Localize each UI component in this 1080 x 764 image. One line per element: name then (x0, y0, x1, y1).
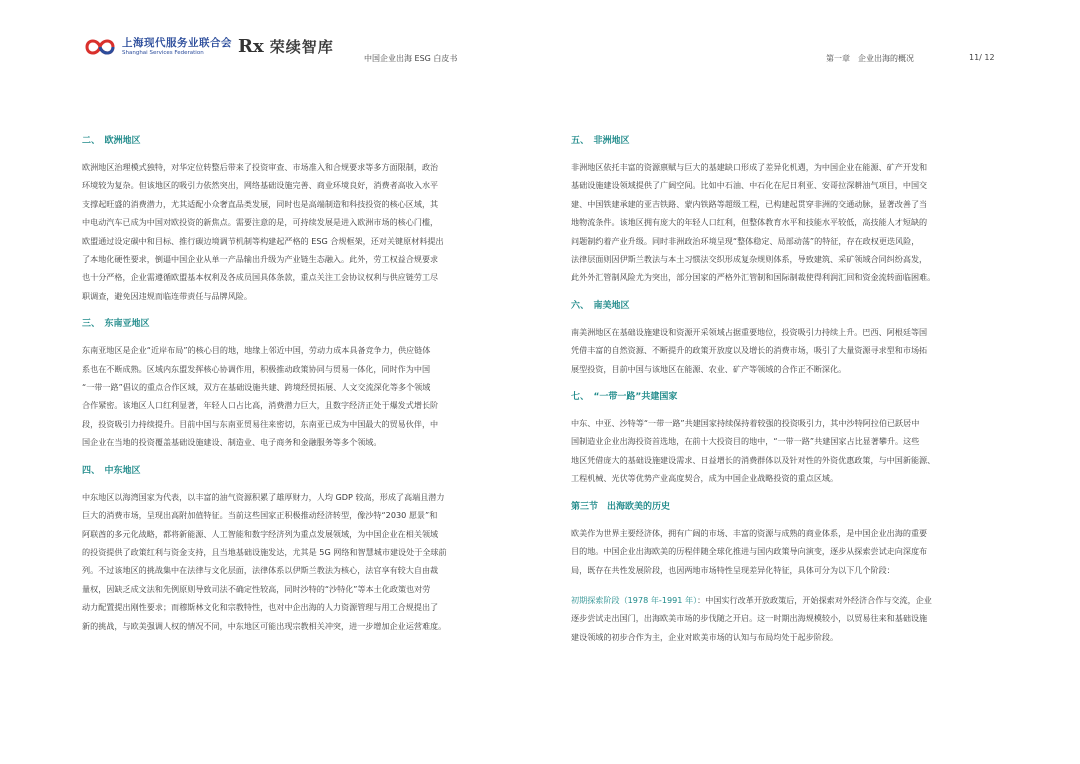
africa-paragraph (571, 158, 1003, 287)
text-line: 环境较为复杂。但该地区的吸引力依然突出，网络基础设施完善、商业环境良好，消费者高收入水平 (82, 180, 439, 191)
belt-and-road-paragraph (571, 414, 1003, 488)
text-line: 凭借丰富的自然资源、不断提升的政策开放度以及增长的消费市场，吸引了大量资源寻求型和市场拓 (571, 345, 928, 356)
text-line: “一带一路”倡议的重点合作区域，双方在基础设施共建、跨境经贸拓展、人文交流深化等多个领域 (82, 382, 431, 393)
text-line: 欧洲地区治理模式独特，对华定位转整后带来了投资审查、市场准入和合规要求等多方面限制，政治 (82, 162, 439, 172)
text-line: 此外外汇管制风险尤为突出，部分国家的严格外汇管制和国际制裁使得利润汇回和资金流转面临困难。 (571, 272, 936, 283)
text-line: 目的地。中国企业出海欧美的历程伴随全球化推进与国内政策导向演变，逐步从探索尝试走向深度布 (571, 546, 928, 557)
text-line: 建、中国铁建承建的亚吉铁路、蒙内铁路等超级工程，已构建起贯穿非洲的交通动脉，显著改善了当 (571, 198, 928, 209)
southeast-asia-paragraph (82, 341, 514, 451)
text-line: 巨大的消费市场，呈现出高附加值特征。当前这些国家正积极推动经济转型，像沙特“2030 愿景”和 (82, 510, 438, 521)
text-line: 系也在不断成熟。区域内东盟发挥核心协调作用，积极推动政策协同与贸易一体化，同时作为中国 (82, 363, 431, 374)
think-tank-name: 荣续智库 (269, 38, 334, 56)
section-heading-history: 第三节 出海欧美的历史 (571, 501, 671, 512)
text-line: 中东、中亚、沙特等“一带一路”共建国家持续保持着较强的投资吸引力，其中沙特阿拉伯已跃居中 (571, 418, 920, 429)
text-line: 动力配置提出刚性要求；而穆斯林文化和宗教特性，也对中企出海的人力资源管理与用工合规提出了 (82, 602, 439, 613)
middle-east-paragraph (82, 488, 514, 635)
page-header (0, 0, 1080, 80)
history-paragraph (571, 524, 1003, 579)
stage-text: ：中国实行改革开放政策后，开始探索对外经济合作与交流，企业 (697, 594, 932, 605)
text-line: 国制造业企业出海投资首选地，在前十大投资目的地中，“一带一路”共建国家占比显著攀升。这些 (571, 436, 920, 447)
text-line: 新的挑战，与欧美强调人权的情况不同，中东地区可能出现宗教相关冲突，进一步增加企业运营难度。 (82, 620, 447, 631)
text-line: 地区凭借庞大的基础设施建设需求、日益增长的消费群体以及针对性的外资优惠政策，与中国新能源、 (571, 454, 936, 465)
text-line: 支撑起旺盛的消费潜力，尤其适配小众奢直品类发展，同时也是高端制造和科技投资的核心区域，其 (82, 198, 439, 209)
text-line: 东南亚地区是企业“近岸布局”的核心目的地，地缘上邻近中国，劳动力成本具备竞争力，供应链体 (82, 345, 431, 356)
chapter-title: 第一章 企业出海的概况 (826, 54, 914, 63)
text-line: 中东地区以海湾国家为代表，以丰富的油气资源积累了雄厚财力，人均 GDP 较高，形成了高端且潜力 (82, 491, 445, 502)
section-heading-africa: 五、 非洲地区 (571, 136, 630, 146)
text-line: 问题制约着产业升级。同时非洲政治环境呈现“整体稳定、局部动荡”的特征，存在政权更迭风险， (571, 235, 920, 246)
rx-think-tank-logo (238, 36, 334, 57)
text-line: 非洲地区依托丰富的资源禀赋与巨大的基建缺口形成了差异化机遇，为中国企业在能源、矿产开发和 (571, 162, 928, 172)
text-line: 法律层面则因伊斯兰教法与本土习惯法交织形成复杂规则体系，导致建筑、采矿领域合同纠纷高发， (571, 254, 928, 265)
logo-cn-text: 上海现代服务业联合会 (122, 37, 232, 49)
text-line: 逐步尝试走出国门，出海欧美市场的步伐随之开启。这一时期出海规模较小，以贸易往来和基础设施 (571, 613, 928, 624)
early-stage-paragraph (571, 591, 1003, 646)
south-america-paragraph (571, 323, 1003, 378)
shanghai-services-federation-logo (84, 36, 232, 58)
text-line: 基础设施建设领域提供了广阔空间。比如中石油、中石化在尼日利亚、安哥拉深耕油气项目，中国交 (571, 180, 928, 191)
text-line: 合作紧密。该地区人口红利显著，年轻人口占比高，消费潜力巨大，且数字经济正处于爆发式增长阶 (82, 400, 439, 411)
document-title: 中国企业出海 ESG 白皮书 (364, 54, 458, 63)
text-line: 阿联酋的多元化战略，都将新能源、人工智能和数字经济列为重点发展领域，为中国企业在相关领域 (82, 528, 439, 539)
right-column (571, 134, 1003, 646)
logo-en-text: Shanghai Services Federation (122, 49, 204, 56)
section-heading-southeast-asia: 三、 东南亚地区 (82, 319, 150, 330)
text-line: 地物流条件。该地区拥有庞大的年轻人口红利，但整体教育水平和技能水平较低，高技能人才短缺的 (571, 217, 928, 228)
text-line: 建设领域的初步合作为主，企业对欧美市场的认知与布局均处于起步阶段。 (571, 631, 839, 642)
text-line: 中电动汽车已成为中国对欧投资的新焦点。需要注意的是，可持续发展是进入欧洲市场的核心门槛， (82, 217, 439, 228)
section-heading-europe: 二、 欧洲地区 (82, 136, 141, 146)
text-line (571, 591, 1003, 609)
europe-paragraph (82, 158, 514, 305)
text-line: 量权，因缺乏成文法和先例原则导致司法不确定性较高，同时沙特的“沙特化”等本土化政策也对劳 (82, 583, 431, 594)
rx-mark: Rx (238, 35, 264, 57)
text-line: 了本地化硬性要求，倒逼中国企业从单一产品输出升级为产业链生态融入。此外，劳工权益合规要求 (82, 254, 439, 265)
text-line: 工程机械、光伏等优势产业高度契合，成为中国企业战略投资的重点区域。 (571, 473, 839, 484)
section-heading-belt-and-road: 七、 “一带一路”共建国家 (571, 392, 678, 403)
section-heading-south-america: 六、 南美地区 (571, 300, 630, 311)
text-line: 段，投资吸引力持续提升。目前中国与东南亚贸易往来密切，东南亚已成为中国最大的贸易伙伴，中 (82, 418, 439, 429)
text-line: 欧美作为世界主要经济体，拥有广阔的市场、丰富的资源与成熟的商业体系，是中国企业出海的重要 (571, 527, 928, 538)
text-line: 展型投资，目前中国与该地区在能源、农业、矿产等领域的合作正不断深化。 (571, 363, 847, 374)
text-line: 列。不过该地区的挑战集中在法律与文化层面，法律体系以伊斯兰教法为核心，法官享有较大自由裁 (82, 565, 439, 576)
text-line: 也十分严格，企业需遵循欧盟基本权利及各成员国具体条款，重点关注工会协议权利与供应链劳工尽 (82, 272, 439, 283)
left-column (82, 134, 514, 635)
text-line: 职调查，避免因违规而临连带责任与品牌风险。 (82, 290, 252, 301)
federation-emblem-icon (84, 36, 116, 58)
text-line: 欧盟通过设定碳中和目标、推行碳边境调节机制等构建起严格的 ESG 合规框架，还对关键原材料提出 (82, 235, 444, 246)
text-line: 南美洲地区在基础设施建设和资源开采领域占据重要地位，投资吸引力持续上升。巴西、阿根廷等国 (571, 326, 928, 337)
text-line: 国企业在当地的投资覆盖基础设施建设、制造业、电子商务和金融服务等多个领域。 (82, 437, 382, 448)
page-number: 11/ 12 (969, 53, 995, 62)
section-heading-middle-east: 四、 中东地区 (82, 465, 141, 476)
text-line: 局，既存在共性发展阶段，也因两地市场特性呈现差异化特征，具体可分为以下几个阶段： (571, 564, 895, 575)
stage-heading: 初期探索阶段（1978 年-1991 年） (571, 594, 698, 605)
text-line: 的投资提供了政策红利与资金支持，且当地基础设施发达，尤其是 5G 网络和智慧城市建设处于全球前 (82, 546, 447, 557)
